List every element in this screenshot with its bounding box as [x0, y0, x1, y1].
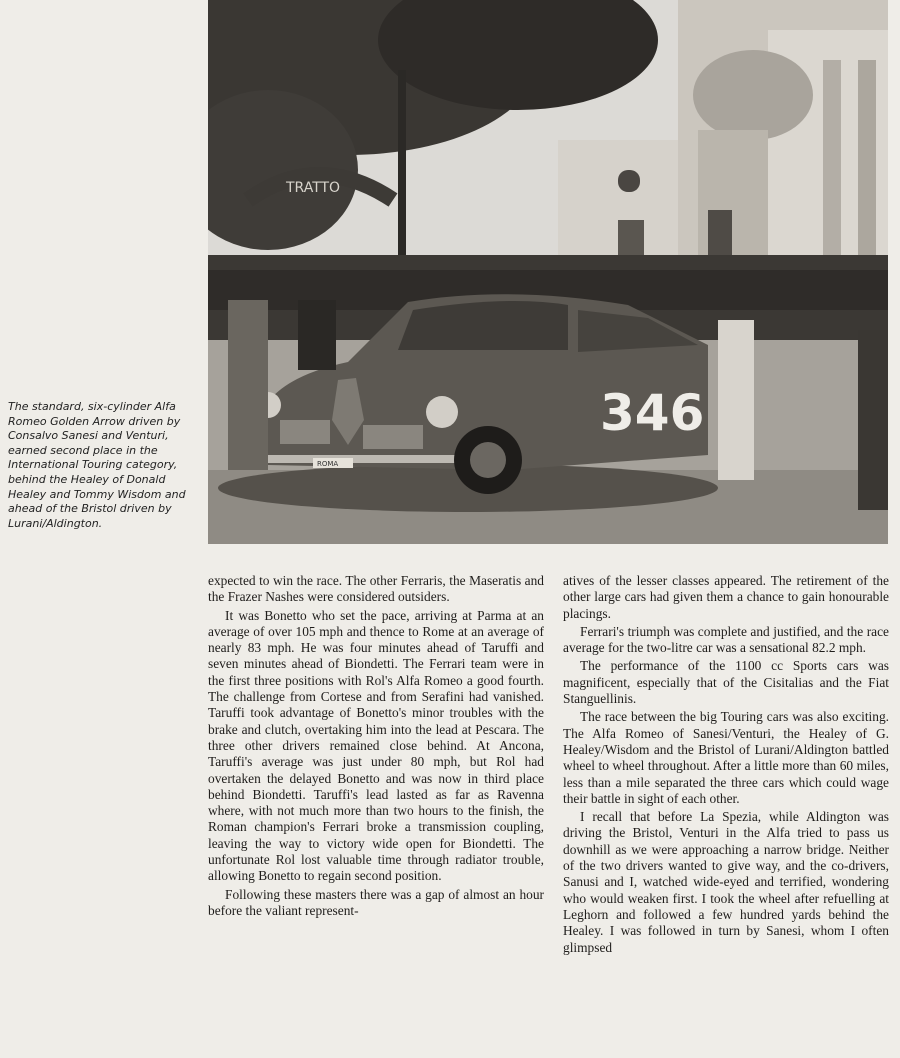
paragraph: Following these masters there was a gap of almost an hour before the valiant represent-	[208, 886, 544, 918]
paragraph: expected to win the race. The other Ferraris, the Maseratis and the Frazer Nashes were considered outsiders.	[208, 573, 544, 605]
race-photo	[208, 0, 888, 544]
paragraph: It was Bonetto who set the pace, arriving at Parma at an average of over 105 mph and thence to Rome at an average of nearly 83 mph. He was four minutes ahead of Taruffi and seven minutes ahead of Biondetti. The Ferrari team were in the first three positions with Rol's Alfa Romeo a good fourth. The challenge from Cortese and from Serafini had vanished. Taruffi took advantage of Bonetto's minor troubles with the brake and clutch, overtaking him into the lead at Pescara. The three other drivers remained close behind. At Ancona, Taruffi's average was just under 80 mph, but Rol had overtaken the delayed Bonetto and was now in third place behind Biondetti. Taruffi's lead lasted as far as Ravenna where, with not much more than two hours to the finish, the Roman champion's Ferrari broke a transmission coupling, leaving the way to victory wide open for Biondetti. The unfortunate Rol lost valuable time through radiator trouble, allowing Bonetto to regain second position.	[208, 607, 544, 884]
paragraph: atives of the lesser classes appeared. The retirement of the other large cars had given them a chance to gain honourable placings.	[563, 573, 889, 621]
banner-text: TRATTO	[286, 180, 341, 196]
paragraph: I recall that before La Spezia, while Aldington was driving the Bristol, Venturi in the Alfa tried to pass us downhill as we were approaching a narrow bridge. Neither of the two drivers wanted to give way, and the co-drivers, Sanusi and I, watched wide-eyed and terrified, wondering who would weaken first. I took the wheel after refuelling at Leghorn and followed a few hundred yards behind the Healey. I was followed in turn by Sanesi, whom I often glimpsed	[563, 809, 889, 955]
photo-caption: The standard, six-cylinder Alfa Romeo Golden Arrow driven by Consalvo Sanesi and Venturi, earned second place in the International Touring category, behind the Healey of Donald Healey and Tommy Wisdom and ahead of the Bristol driven by Lurani/Aldington.	[8, 400, 186, 530]
plate-text: ROMA	[317, 460, 339, 468]
article-column-2	[563, 573, 889, 956]
paragraph: The performance of the 1100 cc Sports cars was magnificent, especially that of the Cisitalias and the Fiat Stanguellinis.	[563, 658, 889, 707]
car-number: 346	[600, 384, 705, 442]
paragraph: Ferrari's triumph was complete and justified, and the race average for the two-litre car was a sensational 82.2 mph.	[563, 623, 889, 656]
article-column-1	[208, 573, 544, 919]
paragraph: The race between the big Touring cars was also exciting. The Alfa Romeo of Sanesi/Venturi, the Healey of G. Healey/Wisdom and the Bristol of Lurani/Aldington battled wheel to wheel throughout. After a little more than 60 miles, less than a mile separated the three cars which could wage their battle in sight of each other.	[563, 709, 889, 806]
